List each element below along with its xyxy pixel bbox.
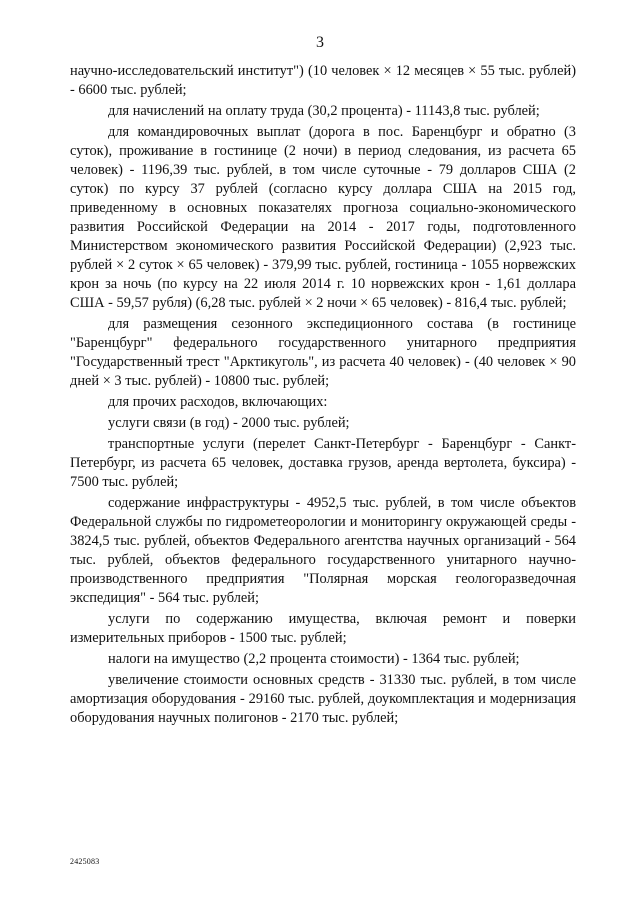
document-code: 2425083 <box>70 857 100 866</box>
paragraph-payroll-charges: для начислений на оплату труда (30,2 процента) - 11143,8 тыс. рублей; <box>108 103 540 119</box>
page-number: 3 <box>316 34 324 51</box>
document-body <box>70 62 576 730</box>
paragraph-infrastructure-maintenance: содержание инфраструктуры - 4952,5 тыс. рублей, в том числе объектов Федеральной службы по гидрометеорологии и мониторингу окружающей среды - 3824,5 тыс. рублей, объектов Федерального агентства научных организаций - 564 тыс. рублей, объектов федерального государственного унитарного научно-производственного предприятия "Полярная морская геологоразведочная экспедиция" - 564 тыс. рублей; <box>70 495 576 606</box>
paragraph-communication-services: услуги связи (в год) - 2000 тыс. рублей; <box>108 415 350 431</box>
paragraph-fixed-assets: увеличение стоимости основных средств - 31330 тыс. рублей, в том числе амортизация оборудования - 29160 тыс. рублей, доукомплектация и модернизация оборудования научных полигонов - 2170 тыс. рублей; <box>70 672 576 726</box>
paragraph-property-tax: налоги на имущество (2,2 процента стоимости) - 1364 тыс. рублей; <box>108 651 520 667</box>
paragraph-travel-expenses: для командировочных выплат (дорога в пос. Баренцбург и обратно (3 суток), проживание в гостинице (2 ночи) в период следования, из расчета 65 человек) - 1196,39 тыс. рублей, в том числе суточные - 79 долларов США (2 суток) по курсу 37 рублей (согласно курсу доллара США на 2015 год, приведенному в основных показателях прогноза социально-экономического развития Российской Федерации на 2014 - 2017 годы, подготовленного Министерством экономического развития Российской Федерации) (2,923 тыс. рублей × 2 суток × 65 человек) - 379,99 тыс. рублей, гостиница - 1055 норвежских крон за ночь (по курсу на 22 июля 2014 г. 10 норвежских крон - 1,61 доллара США - 59,57 рубля) (6,28 тыс. рублей × 2 ночи × 65 человек) - 816,4 тыс. рублей; <box>70 124 576 311</box>
paragraph-other-expenses: для прочих расходов, включающих: <box>108 394 328 410</box>
paragraph-institute-salary: научно-исследовательский институт") (10 человек × 12 месяцев × 55 тыс. рублей) - 6600 тыс. рублей; <box>70 63 576 98</box>
paragraph-transport-services: транспортные услуги (перелет Санкт-Петербург - Баренцбург - Санкт-Петербург, из расчета 65 человек, доставка грузов, аренда вертолета, буксира) - 7500 тыс. рублей; <box>70 436 576 490</box>
paragraph-seasonal-accommodation: для размещения сезонного экспедиционного состава (в гостинице "Баренцбург" федерального государственного унитарного предприятия "Государственный трест "Арктикуголь", из расчета 40 человек) - (40 человек × 90 дней × 3 тыс. рублей) - 10800 тыс. рублей; <box>70 316 576 389</box>
paragraph-property-maintenance: услуги по содержанию имущества, включая ремонт и поверки измерительных приборов - 1500 тыс. рублей; <box>70 611 576 646</box>
